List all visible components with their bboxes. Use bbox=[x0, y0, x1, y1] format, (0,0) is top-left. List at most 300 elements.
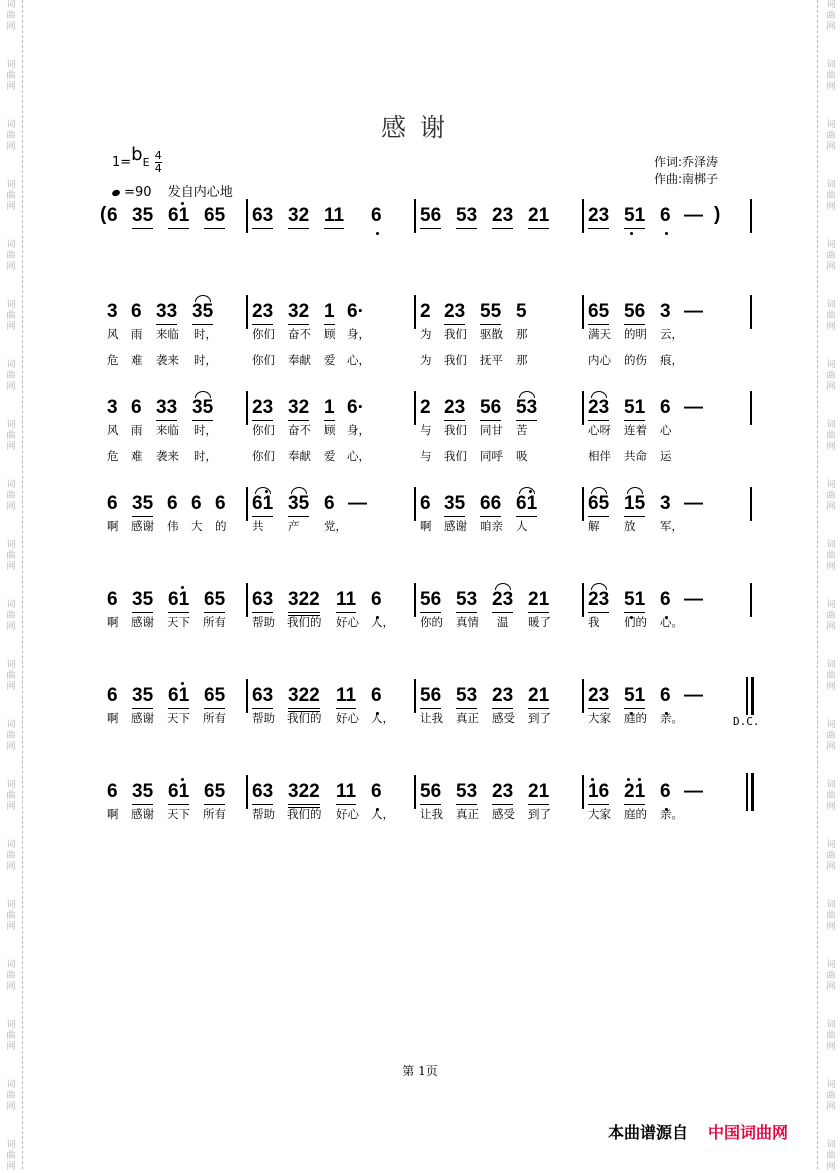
lyric: 为 bbox=[420, 353, 432, 367]
left-watermark-strip bbox=[0, 0, 23, 1172]
low-octave-dot bbox=[630, 232, 633, 235]
watermark-text: 词 曲 网 bbox=[6, 1080, 16, 1112]
lyric: 咱亲 bbox=[480, 519, 503, 533]
note: 6 bbox=[107, 781, 118, 802]
note: 61 bbox=[516, 493, 537, 517]
note: 65 bbox=[204, 589, 225, 613]
lyric: 帮助 bbox=[252, 615, 275, 629]
note: 56 bbox=[624, 301, 645, 325]
lyric: 感谢 bbox=[131, 519, 154, 533]
lyric: 你们 bbox=[252, 327, 275, 341]
lyric: 的明 bbox=[624, 327, 647, 341]
watermark-text: 词 曲 网 bbox=[826, 300, 836, 332]
low-octave-dot bbox=[665, 232, 668, 235]
lyric: 人， bbox=[371, 615, 394, 629]
bar-line bbox=[750, 295, 752, 329]
note: 1 bbox=[324, 301, 335, 325]
lyric: 奋不 bbox=[288, 423, 311, 437]
page-number: 第 1页 bbox=[402, 1064, 438, 1078]
lyric: 时， bbox=[194, 449, 217, 463]
lyric: 难 bbox=[131, 449, 143, 463]
watermark-text: 词 曲 网 bbox=[826, 900, 836, 932]
bar-line bbox=[582, 199, 584, 233]
note: 11 bbox=[336, 781, 356, 805]
lyric: 爱 bbox=[324, 353, 336, 367]
bar-line bbox=[246, 775, 248, 809]
note: 23 bbox=[492, 781, 513, 805]
note: 51 bbox=[624, 589, 645, 613]
note: 66 bbox=[480, 493, 501, 517]
note: 6 bbox=[660, 397, 671, 418]
bar-line bbox=[246, 679, 248, 713]
lyric: 的伤 bbox=[624, 353, 647, 367]
lyric: 大家 bbox=[588, 807, 611, 821]
lyric: 真正 bbox=[456, 807, 479, 821]
bar-line bbox=[750, 391, 752, 425]
lyric: 心， bbox=[347, 449, 370, 463]
high-octave-dot bbox=[265, 490, 268, 493]
watermark-text: 词 曲 网 bbox=[6, 60, 16, 92]
watermark-text: 词 曲 网 bbox=[826, 840, 836, 872]
bar-line bbox=[582, 295, 584, 329]
note: 63 bbox=[252, 589, 273, 613]
note: 6 bbox=[107, 685, 118, 706]
right-watermark-strip bbox=[817, 0, 840, 1172]
lyric: 让我 bbox=[420, 807, 443, 821]
dash: — bbox=[684, 685, 703, 706]
lyric: 党， bbox=[324, 519, 347, 533]
lyric: 好心 bbox=[336, 711, 359, 725]
lyric: 天下 bbox=[167, 711, 190, 725]
bar-line bbox=[246, 199, 248, 233]
lyric: 啊 bbox=[107, 519, 119, 533]
lyric: 相伴 bbox=[588, 449, 611, 463]
lyric: 心呀 bbox=[588, 423, 611, 437]
lyric: 我们的 bbox=[287, 807, 322, 821]
dash: — bbox=[684, 397, 703, 418]
watermark-text: 词 曲 网 bbox=[6, 900, 16, 932]
lyric: 帮助 bbox=[252, 711, 275, 725]
lyric: 连着 bbox=[624, 423, 647, 437]
note: 6 bbox=[371, 685, 382, 706]
lyric: 人 bbox=[516, 519, 528, 533]
note: 61 bbox=[168, 205, 189, 229]
lyric: 解 bbox=[588, 519, 600, 533]
lyric: 危 bbox=[107, 449, 119, 463]
flat-sign: b bbox=[131, 144, 143, 165]
note: 3 bbox=[660, 493, 671, 514]
lyric: 感受 bbox=[492, 711, 515, 725]
lyric: 那 bbox=[516, 353, 528, 367]
double-bar-line bbox=[751, 677, 754, 715]
watermark-text: 词 曲 网 bbox=[6, 660, 16, 692]
lyric: 的 bbox=[215, 519, 227, 533]
lyric: 奋不 bbox=[288, 327, 311, 341]
lyric: 亲。 bbox=[660, 807, 683, 821]
lyric: 感谢 bbox=[444, 519, 467, 533]
lyric: 我们 bbox=[444, 327, 467, 341]
lyric: 暖了 bbox=[528, 615, 551, 629]
high-octave-dot bbox=[591, 778, 594, 781]
watermark-text: 词 曲 网 bbox=[6, 720, 16, 752]
watermark-text: 词 曲 网 bbox=[6, 480, 16, 512]
key-signature bbox=[112, 144, 162, 175]
lyric: 内心 bbox=[588, 353, 611, 367]
lyric: 你们 bbox=[252, 353, 275, 367]
lyric: 心 bbox=[660, 423, 672, 437]
high-octave-dot bbox=[181, 202, 184, 205]
note: 23 bbox=[492, 589, 513, 613]
lyric: 天下 bbox=[167, 807, 190, 821]
dash: — bbox=[684, 493, 703, 514]
note: 63 bbox=[252, 205, 273, 229]
note: 35 bbox=[192, 397, 213, 421]
note: 53 bbox=[516, 397, 537, 421]
note: 6 bbox=[167, 493, 178, 514]
lyric: 感谢 bbox=[131, 615, 154, 629]
note: 16 bbox=[588, 781, 609, 805]
source-credit bbox=[608, 1120, 788, 1143]
lyric: 风 bbox=[107, 423, 119, 437]
note: 6 bbox=[660, 589, 671, 610]
lyric: 我们的 bbox=[287, 711, 322, 725]
note: 6 bbox=[660, 685, 671, 706]
note: 6 bbox=[660, 205, 671, 226]
final-bar-line bbox=[746, 773, 748, 811]
note: 61 bbox=[252, 493, 273, 517]
note: 23 bbox=[252, 397, 273, 421]
bar-line bbox=[414, 583, 416, 617]
bar-line bbox=[582, 775, 584, 809]
close-paren: ) bbox=[714, 204, 721, 225]
lyric: 我们的 bbox=[287, 615, 322, 629]
watermark-text: 词 曲 网 bbox=[6, 0, 16, 32]
bar-line bbox=[246, 583, 248, 617]
lyric: 心， bbox=[347, 353, 370, 367]
lyric: 雨 bbox=[131, 327, 143, 341]
lyric: 大 bbox=[191, 519, 203, 533]
lyric: 吸 bbox=[516, 449, 528, 463]
lyric: 来临 bbox=[156, 423, 179, 437]
note: 35 bbox=[132, 205, 153, 229]
lyric: 啊 bbox=[107, 615, 119, 629]
quarter-note-icon bbox=[111, 189, 121, 197]
watermark-text: 词 曲 网 bbox=[826, 480, 836, 512]
double-bar-line bbox=[746, 677, 748, 715]
bar-line bbox=[414, 487, 416, 521]
lyric: 与 bbox=[420, 449, 432, 463]
lyric: 驱散 bbox=[480, 327, 503, 341]
lyric: 身， bbox=[347, 327, 370, 341]
note: 53 bbox=[456, 781, 477, 805]
lyric: 人， bbox=[371, 807, 394, 821]
watermark-text: 词 曲 网 bbox=[6, 1140, 16, 1172]
lyric: 你的 bbox=[420, 615, 443, 629]
note: 21 bbox=[528, 781, 549, 805]
note: 56 bbox=[420, 685, 441, 709]
note: 11 bbox=[336, 685, 356, 709]
note: 23 bbox=[252, 301, 273, 325]
lyric: 放 bbox=[624, 519, 636, 533]
note: 55 bbox=[480, 301, 501, 325]
note: 65 bbox=[588, 493, 609, 517]
da-capo-mark: D.C. bbox=[733, 715, 760, 728]
expression-mark: 发自内心地 bbox=[167, 185, 233, 200]
note: 23 bbox=[588, 589, 609, 613]
bar-line bbox=[750, 487, 752, 521]
note: 23 bbox=[492, 205, 513, 229]
note: 6 bbox=[131, 301, 142, 322]
lyric: 那 bbox=[516, 327, 528, 341]
lyric: 我 bbox=[588, 615, 600, 629]
watermark-text: 词 曲 网 bbox=[826, 60, 836, 92]
high-octave-dot bbox=[181, 586, 184, 589]
lyricist-credit: 作词:乔泽涛 bbox=[654, 155, 719, 169]
lyric: 为 bbox=[420, 327, 432, 341]
lyric: 到了 bbox=[528, 807, 551, 821]
bar-line bbox=[414, 295, 416, 329]
note: 65 bbox=[204, 205, 225, 229]
tempo-value: =90 bbox=[124, 185, 152, 200]
note: 2 bbox=[420, 397, 431, 418]
note: 65 bbox=[204, 685, 225, 709]
source-brand-link[interactable]: 中国词曲网 bbox=[708, 1123, 789, 1142]
note: 322 bbox=[288, 685, 320, 712]
note: 33 bbox=[156, 301, 177, 325]
note: 51 bbox=[624, 685, 645, 709]
high-octave-dot bbox=[181, 778, 184, 781]
source-text: 本曲谱源自 bbox=[608, 1123, 689, 1142]
lyric: 感谢 bbox=[131, 711, 154, 725]
note: 23 bbox=[492, 685, 513, 709]
note: 51 bbox=[624, 397, 645, 421]
lyric: 风 bbox=[107, 327, 119, 341]
lyric: 所有 bbox=[203, 711, 226, 725]
lyric: 好心 bbox=[336, 807, 359, 821]
note: 56 bbox=[420, 589, 441, 613]
lyric: 我们 bbox=[444, 353, 467, 367]
watermark-text: 词 曲 网 bbox=[6, 780, 16, 812]
lyric: 我们 bbox=[444, 423, 467, 437]
lyric: 心。 bbox=[660, 615, 683, 629]
note: 56 bbox=[480, 397, 501, 421]
watermark-text: 词 曲 网 bbox=[6, 300, 16, 332]
lyric: 大家 bbox=[588, 711, 611, 725]
lyric: 们的 bbox=[624, 615, 647, 629]
note: 35 bbox=[132, 589, 153, 613]
note: 35 bbox=[444, 493, 465, 517]
note: 6 bbox=[371, 589, 382, 610]
note: 35 bbox=[132, 493, 153, 517]
watermark-text: 词 曲 网 bbox=[826, 960, 836, 992]
note: 3 bbox=[660, 301, 671, 322]
watermark-text: 词 曲 网 bbox=[6, 840, 16, 872]
watermark-text: 词 曲 网 bbox=[826, 180, 836, 212]
lyric: 抚平 bbox=[480, 353, 503, 367]
watermark-text: 词 曲 网 bbox=[6, 180, 16, 212]
lyric: 苦 bbox=[516, 423, 528, 437]
lyric: 庭的 bbox=[624, 711, 647, 725]
watermark-text: 词 曲 网 bbox=[6, 1020, 16, 1052]
tempo-mark bbox=[112, 181, 233, 200]
note: 5 bbox=[516, 301, 527, 322]
note: 32 bbox=[288, 397, 309, 421]
lyric: 顾 bbox=[324, 327, 336, 341]
lyric: 你们 bbox=[252, 423, 275, 437]
dash: — bbox=[684, 781, 703, 802]
note: 61 bbox=[168, 685, 189, 709]
note: 23 bbox=[588, 397, 609, 421]
note: 23 bbox=[444, 397, 465, 421]
lyric: 啊 bbox=[107, 711, 119, 725]
note: 6 bbox=[660, 781, 671, 802]
note: 322 bbox=[288, 781, 320, 808]
lyric: 危 bbox=[107, 353, 119, 367]
note: 6 bbox=[107, 493, 118, 514]
watermark-text: 词 曲 网 bbox=[826, 240, 836, 272]
note: 21 bbox=[528, 685, 549, 709]
lyric: 产 bbox=[288, 519, 300, 533]
lyric: 痕， bbox=[660, 353, 683, 367]
lyric: 满天 bbox=[588, 327, 611, 341]
dash: — bbox=[684, 301, 703, 322]
watermark-text: 词 曲 网 bbox=[6, 960, 16, 992]
note: 61 bbox=[168, 589, 189, 613]
lyric: 天下 bbox=[167, 615, 190, 629]
note: 61 bbox=[168, 781, 189, 805]
time-bottom: 4 bbox=[154, 162, 162, 175]
note: 63 bbox=[252, 781, 273, 805]
note: 11 bbox=[336, 589, 356, 613]
watermark-text: 词 曲 网 bbox=[826, 720, 836, 752]
watermark-text: 词 曲 网 bbox=[6, 360, 16, 392]
bar-line bbox=[750, 199, 752, 233]
note: 53 bbox=[456, 685, 477, 709]
note: 65 bbox=[204, 781, 225, 805]
watermark-text: 词 曲 网 bbox=[826, 540, 836, 572]
lyric: 啊 bbox=[420, 519, 432, 533]
note: 3 bbox=[107, 301, 118, 322]
note: 35 bbox=[132, 781, 153, 805]
note: 1 bbox=[324, 397, 335, 421]
lyric: 庭的 bbox=[624, 807, 647, 821]
dash: — bbox=[684, 205, 703, 226]
lyric: 袭来 bbox=[156, 449, 179, 463]
note: 6 bbox=[215, 493, 226, 514]
time-top: 4 bbox=[154, 149, 162, 162]
bar-line bbox=[246, 391, 248, 425]
lyric: 同甘 bbox=[480, 423, 503, 437]
note: 6 bbox=[324, 493, 335, 514]
bar-line bbox=[582, 391, 584, 425]
note: 322 bbox=[288, 589, 320, 616]
watermark-text: 词 曲 网 bbox=[826, 360, 836, 392]
high-octave-dot bbox=[638, 778, 641, 781]
lyric: 帮助 bbox=[252, 807, 275, 821]
bar-line bbox=[582, 679, 584, 713]
lyric: 好心 bbox=[336, 615, 359, 629]
watermark-text: 词 曲 网 bbox=[6, 120, 16, 152]
lyric: 让我 bbox=[420, 711, 443, 725]
low-octave-dot bbox=[376, 232, 379, 235]
watermark-text: 词 曲 网 bbox=[826, 0, 836, 32]
note: 56 bbox=[420, 205, 441, 229]
composer-credit: 作曲:南梆子 bbox=[654, 172, 719, 186]
lyric: 同呼 bbox=[480, 449, 503, 463]
bar-line bbox=[414, 199, 416, 233]
note: 6 bbox=[107, 589, 118, 610]
key-prefix: 1= bbox=[112, 155, 132, 170]
note: 21 bbox=[624, 781, 645, 805]
lyric: 云， bbox=[660, 327, 683, 341]
lyric: 啊 bbox=[107, 807, 119, 821]
lyric: 袭来 bbox=[156, 353, 179, 367]
note: 21 bbox=[528, 205, 549, 229]
note: 23 bbox=[588, 205, 609, 229]
note: 51 bbox=[624, 205, 645, 229]
dash: — bbox=[348, 493, 367, 514]
watermark-text: 词 曲 网 bbox=[6, 420, 16, 452]
watermark-text: 词 曲 网 bbox=[826, 1020, 836, 1052]
bar-line bbox=[414, 775, 416, 809]
lyric: 奉献 bbox=[288, 449, 311, 463]
lyric: 所有 bbox=[203, 615, 226, 629]
watermark-text: 词 曲 网 bbox=[826, 660, 836, 692]
lyric: 顾 bbox=[324, 423, 336, 437]
note: 15 bbox=[624, 493, 645, 517]
note: 3 bbox=[107, 397, 118, 418]
bar-line bbox=[246, 295, 248, 329]
bar-line bbox=[582, 487, 584, 521]
note: 6 bbox=[371, 205, 382, 226]
lyric: 我们 bbox=[444, 449, 467, 463]
time-signature bbox=[155, 150, 162, 175]
note: 33 bbox=[156, 397, 177, 421]
lyric: 难 bbox=[131, 353, 143, 367]
lyric: 与 bbox=[420, 423, 432, 437]
lyric: 共 bbox=[252, 519, 264, 533]
lyric: 真情 bbox=[456, 615, 479, 629]
note: 6 bbox=[107, 205, 118, 226]
lyric: 时， bbox=[194, 327, 217, 341]
watermark-text: 词 曲 网 bbox=[6, 600, 16, 632]
note: 6 bbox=[191, 493, 202, 514]
high-octave-dot bbox=[627, 778, 630, 781]
note: 32 bbox=[288, 301, 309, 325]
note: 35 bbox=[288, 493, 309, 517]
note: 35 bbox=[132, 685, 153, 709]
bar-line bbox=[414, 679, 416, 713]
bar-line bbox=[414, 391, 416, 425]
bar-line bbox=[582, 583, 584, 617]
lyric: 雨 bbox=[131, 423, 143, 437]
note: 53 bbox=[456, 589, 477, 613]
watermark-text: 词 曲 网 bbox=[826, 600, 836, 632]
note: 23 bbox=[444, 301, 465, 325]
lyric: 时， bbox=[194, 423, 217, 437]
key-name: E bbox=[142, 156, 150, 169]
lyric: 时， bbox=[194, 353, 217, 367]
high-octave-dot bbox=[181, 682, 184, 685]
lyric: 温 bbox=[497, 615, 509, 629]
lyric: 人， bbox=[371, 711, 394, 725]
lyric: 感受 bbox=[492, 807, 515, 821]
lyric: 奉献 bbox=[288, 353, 311, 367]
lyric: 运 bbox=[660, 449, 672, 463]
note: 32 bbox=[288, 205, 309, 229]
note: 6· bbox=[347, 301, 364, 322]
watermark-text: 词 曲 网 bbox=[826, 420, 836, 452]
